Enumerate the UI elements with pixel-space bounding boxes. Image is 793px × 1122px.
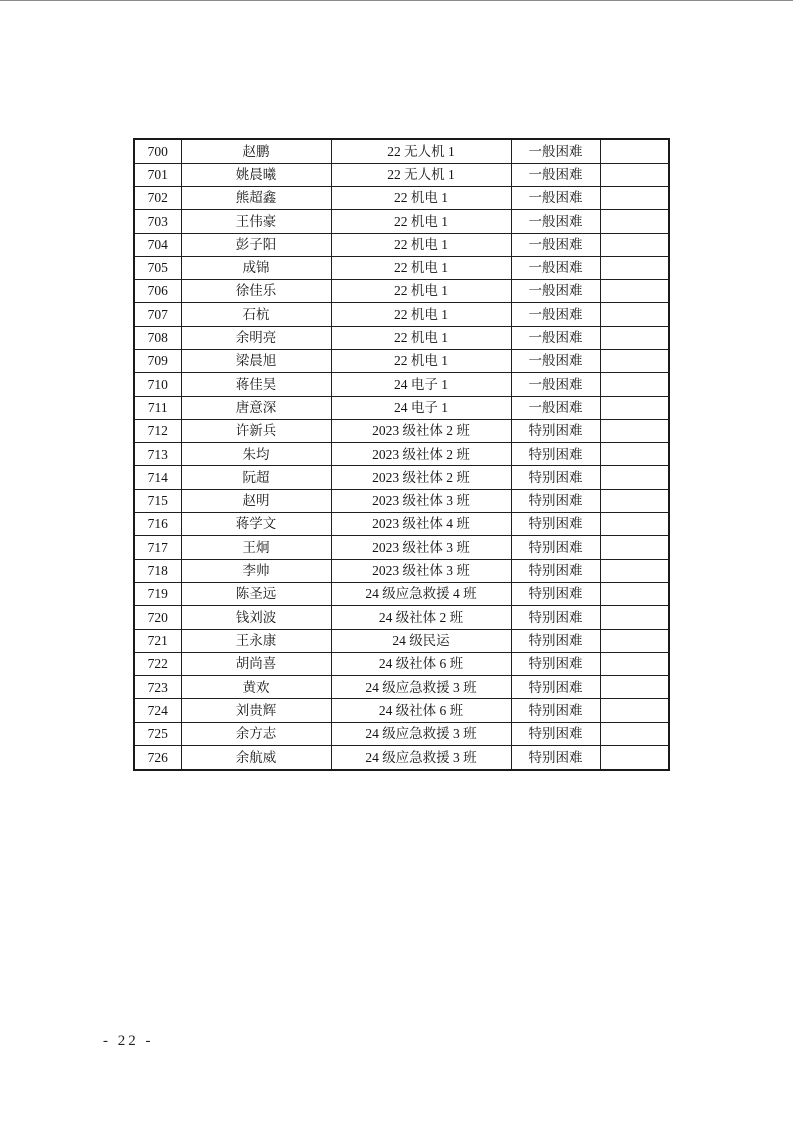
table-row [134, 396, 669, 419]
difficulty-status-cell: 一般困难 [511, 373, 600, 396]
class-name-cell: 24 级应急救援 3 班 [331, 722, 511, 745]
row-number-cell: 705 [134, 256, 181, 279]
row-number-cell: 703 [134, 210, 181, 233]
student-name-cell: 陈圣远 [181, 582, 331, 605]
note-cell [600, 513, 669, 536]
table-row [134, 489, 669, 512]
row-number-cell: 700 [134, 139, 181, 163]
class-name-cell: 24 级应急救援 3 班 [331, 676, 511, 699]
class-name-cell: 24 级民运 [331, 629, 511, 652]
class-name-cell: 24 级社体 6 班 [331, 699, 511, 722]
student-name-cell: 姚晨曦 [181, 163, 331, 186]
page-number: - 22 - [103, 1033, 154, 1049]
class-name-cell: 22 机电 1 [331, 326, 511, 349]
student-name-cell: 钱刘波 [181, 606, 331, 629]
note-cell [600, 186, 669, 209]
table-row [134, 466, 669, 489]
note-cell [600, 210, 669, 233]
note-cell [600, 163, 669, 186]
row-number-cell: 717 [134, 536, 181, 559]
table-row [134, 303, 669, 326]
table-row [134, 349, 669, 372]
table-row [134, 746, 669, 770]
table-row [134, 513, 669, 536]
class-name-cell: 24 级社体 2 班 [331, 606, 511, 629]
row-number-cell: 724 [134, 699, 181, 722]
student-name-cell: 胡尚喜 [181, 652, 331, 675]
row-number-cell: 722 [134, 652, 181, 675]
student-name-cell: 蒋学文 [181, 513, 331, 536]
table-row [134, 699, 669, 722]
row-number-cell: 704 [134, 233, 181, 256]
note-cell [600, 443, 669, 466]
note-cell [600, 489, 669, 512]
class-name-cell: 22 机电 1 [331, 186, 511, 209]
row-number-cell: 709 [134, 349, 181, 372]
student-name-cell: 唐意深 [181, 396, 331, 419]
table-row [134, 139, 669, 163]
row-number-cell: 723 [134, 676, 181, 699]
class-name-cell: 22 无人机 1 [331, 139, 511, 163]
class-name-cell: 22 机电 1 [331, 280, 511, 303]
table-row [134, 163, 669, 186]
note-cell [600, 582, 669, 605]
student-roster-table-container [133, 138, 668, 771]
note-cell [600, 139, 669, 163]
difficulty-status-cell: 一般困难 [511, 303, 600, 326]
table-row [134, 210, 669, 233]
table-row [134, 676, 669, 699]
table-row [134, 606, 669, 629]
note-cell [600, 303, 669, 326]
note-cell [600, 652, 669, 675]
row-number-cell: 701 [134, 163, 181, 186]
row-number-cell: 711 [134, 396, 181, 419]
difficulty-status-cell: 特别困难 [511, 466, 600, 489]
difficulty-status-cell: 一般困难 [511, 139, 600, 163]
difficulty-status-cell: 一般困难 [511, 396, 600, 419]
row-number-cell: 710 [134, 373, 181, 396]
note-cell [600, 280, 669, 303]
difficulty-status-cell: 特别困难 [511, 699, 600, 722]
row-number-cell: 718 [134, 559, 181, 582]
difficulty-status-cell: 特别困难 [511, 489, 600, 512]
class-name-cell: 2023 级社体 4 班 [331, 513, 511, 536]
row-number-cell: 725 [134, 722, 181, 745]
difficulty-status-cell: 一般困难 [511, 280, 600, 303]
student-name-cell: 黄欢 [181, 676, 331, 699]
class-name-cell: 2023 级社体 3 班 [331, 559, 511, 582]
scan-edge-line [0, 0, 793, 1]
student-name-cell: 石杭 [181, 303, 331, 326]
note-cell [600, 233, 669, 256]
difficulty-status-cell: 特别困难 [511, 419, 600, 442]
difficulty-status-cell: 特别困难 [511, 536, 600, 559]
student-name-cell: 朱均 [181, 443, 331, 466]
difficulty-status-cell: 特别困难 [511, 746, 600, 770]
row-number-cell: 702 [134, 186, 181, 209]
table-row [134, 233, 669, 256]
difficulty-status-cell: 一般困难 [511, 210, 600, 233]
student-name-cell: 余明亮 [181, 326, 331, 349]
class-name-cell: 22 无人机 1 [331, 163, 511, 186]
row-number-cell: 716 [134, 513, 181, 536]
row-number-cell: 713 [134, 443, 181, 466]
student-name-cell: 成锦 [181, 256, 331, 279]
student-name-cell: 王伟豪 [181, 210, 331, 233]
student-name-cell: 徐佳乐 [181, 280, 331, 303]
note-cell [600, 396, 669, 419]
student-name-cell: 彭子阳 [181, 233, 331, 256]
note-cell [600, 256, 669, 279]
student-name-cell: 赵明 [181, 489, 331, 512]
note-cell [600, 373, 669, 396]
difficulty-status-cell: 一般困难 [511, 256, 600, 279]
note-cell [600, 629, 669, 652]
note-cell [600, 536, 669, 559]
difficulty-status-cell: 一般困难 [511, 349, 600, 372]
class-name-cell: 22 机电 1 [331, 233, 511, 256]
difficulty-status-cell: 特别困难 [511, 606, 600, 629]
class-name-cell: 24 级社体 6 班 [331, 652, 511, 675]
row-number-cell: 719 [134, 582, 181, 605]
student-name-cell: 赵鹏 [181, 139, 331, 163]
class-name-cell: 24 级应急救援 4 班 [331, 582, 511, 605]
student-name-cell: 王炯 [181, 536, 331, 559]
note-cell [600, 676, 669, 699]
note-cell [600, 326, 669, 349]
class-name-cell: 2023 级社体 2 班 [331, 419, 511, 442]
difficulty-status-cell: 特别困难 [511, 722, 600, 745]
row-number-cell: 712 [134, 419, 181, 442]
student-name-cell: 许新兵 [181, 419, 331, 442]
difficulty-status-cell: 特别困难 [511, 629, 600, 652]
class-name-cell: 2023 级社体 3 班 [331, 489, 511, 512]
table-row [134, 582, 669, 605]
student-name-cell: 梁晨旭 [181, 349, 331, 372]
class-name-cell: 22 机电 1 [331, 256, 511, 279]
table-row [134, 652, 669, 675]
table-row [134, 722, 669, 745]
table-row [134, 326, 669, 349]
difficulty-status-cell: 特别困难 [511, 559, 600, 582]
table-row [134, 629, 669, 652]
row-number-cell: 720 [134, 606, 181, 629]
difficulty-status-cell: 特别困难 [511, 443, 600, 466]
class-name-cell: 2023 级社体 3 班 [331, 536, 511, 559]
student-name-cell: 王永康 [181, 629, 331, 652]
student-name-cell: 余方志 [181, 722, 331, 745]
difficulty-status-cell: 特别困难 [511, 513, 600, 536]
difficulty-status-cell: 特别困难 [511, 652, 600, 675]
note-cell [600, 419, 669, 442]
row-number-cell: 714 [134, 466, 181, 489]
table-row [134, 256, 669, 279]
note-cell [600, 349, 669, 372]
difficulty-status-cell: 特别困难 [511, 582, 600, 605]
student-roster-table [133, 138, 670, 771]
note-cell [600, 606, 669, 629]
student-name-cell: 蒋佳昊 [181, 373, 331, 396]
student-name-cell: 李帅 [181, 559, 331, 582]
row-number-cell: 708 [134, 326, 181, 349]
difficulty-status-cell: 特别困难 [511, 676, 600, 699]
table-row [134, 443, 669, 466]
note-cell [600, 746, 669, 770]
class-name-cell: 2023 级社体 2 班 [331, 443, 511, 466]
difficulty-status-cell: 一般困难 [511, 326, 600, 349]
class-name-cell: 2023 级社体 2 班 [331, 466, 511, 489]
table-row [134, 536, 669, 559]
difficulty-status-cell: 一般困难 [511, 233, 600, 256]
row-number-cell: 707 [134, 303, 181, 326]
class-name-cell: 22 机电 1 [331, 210, 511, 233]
note-cell [600, 699, 669, 722]
difficulty-status-cell: 一般困难 [511, 163, 600, 186]
table-row [134, 373, 669, 396]
class-name-cell: 22 机电 1 [331, 349, 511, 372]
student-name-cell: 刘贵辉 [181, 699, 331, 722]
class-name-cell: 24 电子 1 [331, 373, 511, 396]
row-number-cell: 706 [134, 280, 181, 303]
student-name-cell: 余航威 [181, 746, 331, 770]
row-number-cell: 726 [134, 746, 181, 770]
student-name-cell: 阮超 [181, 466, 331, 489]
table-row [134, 280, 669, 303]
note-cell [600, 466, 669, 489]
row-number-cell: 721 [134, 629, 181, 652]
note-cell [600, 559, 669, 582]
class-name-cell: 24 级应急救援 3 班 [331, 746, 511, 770]
row-number-cell: 715 [134, 489, 181, 512]
note-cell [600, 722, 669, 745]
roster-table-body [134, 139, 669, 770]
table-row [134, 419, 669, 442]
class-name-cell: 22 机电 1 [331, 303, 511, 326]
student-name-cell: 熊超鑫 [181, 186, 331, 209]
difficulty-status-cell: 一般困难 [511, 186, 600, 209]
table-row [134, 186, 669, 209]
class-name-cell: 24 电子 1 [331, 396, 511, 419]
table-row [134, 559, 669, 582]
